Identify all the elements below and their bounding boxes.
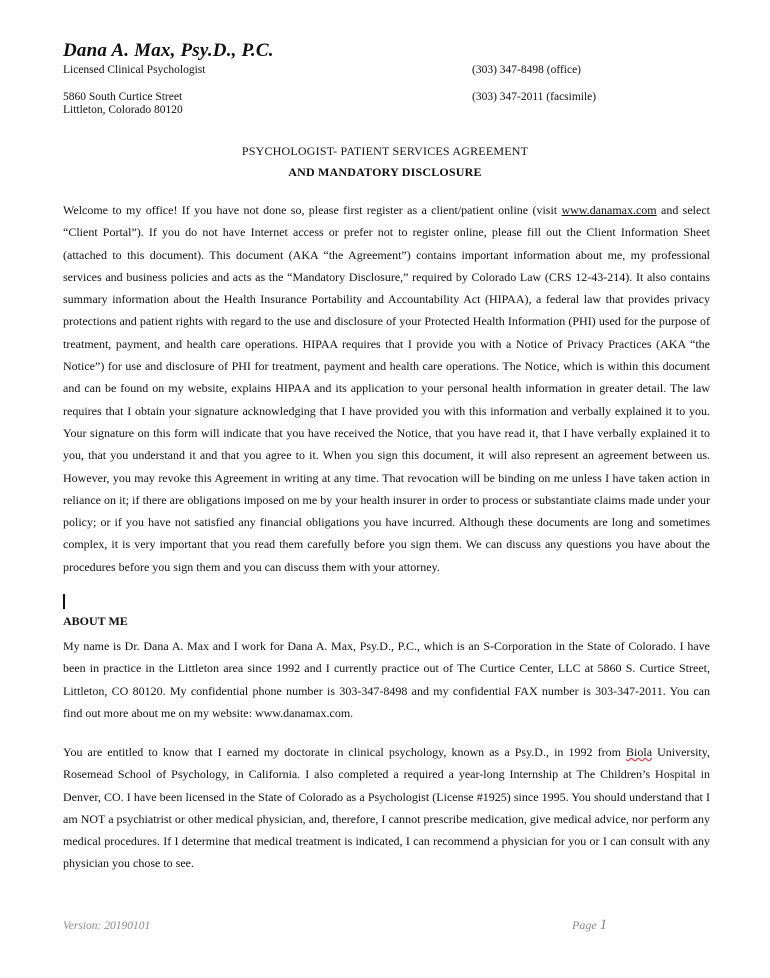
- education-text-rest: University, Rosemead School of Psychology, in California. I also completed a required a year-long Internship at The Children’s Hospital in Denver, CO. I have been licensed in the State of Colorado as a Psychologist (License #1925) since 1995. You should understand that I am NOT a psychiatrist or other medical physician, and, therefore, I cannot prescribe medication, give medical advice, nor perform any medical procedures. If I determine that medical treatment is indicated, I can recommend a physician for you or I can consult with any physician you chose to see.: [63, 745, 710, 871]
- welcome-text-rest: and select “Client Portal”). If you do not have Internet access or prefer not to register online, please fill out the Client Information Sheet (attached to this document). This document (AKA “the Agreement”) contains important information about me, my professional services and business policies and acts as the “Mandatory Disclosure,” required by Colorado Law (CRS 12-43-214). It also contains summary information about the Health Insurance Portability and Accountability Act (HIPAA), a federal law that provides privacy protections and patient rights with regard to the use and disclosure of your Protected Health Information (PHI) used for the purpose of treatment, payment, and health care operations. HIPAA requires that I provide you with a Notice of Privacy Practices (AKA “the Notice”) for use and disclosure of PHI for treatment, payment and health care operations. The Notice, which is within this document and can be found on my website, explains HIPAA and its application to your personal health information in greater detail. The law requires that I obtain your signature acknowledging that I have provided you with this information and verbally explained it to you. Your signature on this form will indicate that you have received the Notice, that you have read it, that I have verbally explained it to you, that you understand it and that you agree to it. When you sign this document, it will also represent an agreement between us. However, you may revoke this Agreement in writing at any time. That revocation will be binding on me unless I have taken action in reliance on it; if there are obligations imposed on me by your health insurer in order to process or substantiate claims made under your policy; or if you have not satisfied any financial obligations you have incurred. Although these documents are long and sometimes complex, it is very important that you read them carefully before you sign them. We can discuss any questions you have about the procedures before you sign them and you can discuss them with your attorney.: [63, 203, 710, 574]
- website-link[interactable]: www.danamax.com: [561, 203, 657, 217]
- document-title: PSYCHOLOGIST- PATIENT SERVICES AGREEMENT: [241, 144, 529, 158]
- office-phone: (303) 347-8498 (office): [472, 64, 582, 76]
- welcome-text-start: Welcome to my office! If you have not done so, please first register as a client/patient online (visit: [63, 203, 562, 217]
- about-heading: ABOUT ME: [63, 614, 128, 628]
- fax-number: (303) 347-2011 (facsimile): [472, 91, 597, 103]
- page-number: [572, 917, 607, 934]
- about-paragraph: My name is Dr. Dana A. Max and I work for Dana A. Max, Psy.D., P.C., which is an S-Corporation in the State of Colorado. I have been in practice in the Littleton area since 1992 and I currently practice out of The Curtice Center, LLC at 5860 S. Curtice Street, Littleton, CO 80120. My confidential phone number is 303-347-8498 and my confidential FAX number is 303-347-2011. You can find out more about me on my website: www.danamax.com.: [63, 639, 710, 720]
- page-label: Page: [572, 918, 600, 932]
- city-address: Littleton, Colorado 80120: [63, 104, 183, 116]
- version-label: Version: 20190101: [63, 920, 151, 932]
- text-cursor: [63, 594, 65, 609]
- page-number-value: 1: [599, 917, 608, 933]
- document-subtitle: AND MANDATORY DISCLOSURE: [288, 165, 482, 179]
- education-paragraph: [63, 741, 710, 875]
- spellcheck-flagged-word[interactable]: Biola: [626, 745, 653, 759]
- practice-subtitle: Licensed Clinical Psychologist: [63, 64, 206, 76]
- education-text-start: You are entitled to know that I earned my doctorate in clinical psychology, known as a Psy.D., in 1992 from: [63, 745, 627, 759]
- welcome-paragraph: [63, 199, 710, 578]
- street-address: 5860 South Curtice Street: [63, 91, 183, 103]
- practice-name: Dana A. Max, Psy.D., P.C.: [63, 40, 274, 61]
